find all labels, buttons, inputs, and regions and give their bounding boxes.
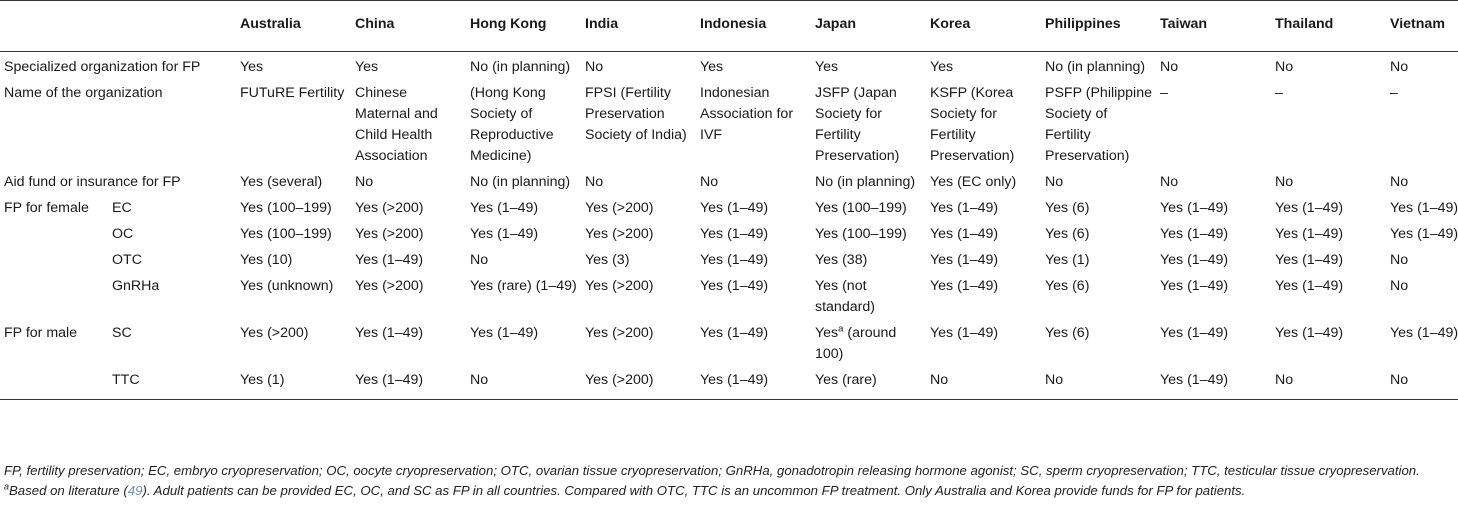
table-cell: No (355, 174, 374, 190)
table-row (0, 245, 1458, 271)
row-label: OTC (112, 252, 142, 268)
table-cell: Yes (1–49) (930, 226, 999, 242)
table-cell: Yes (6) (1045, 325, 1090, 341)
table-cell: No (in planning) (470, 174, 571, 190)
table-cell: Yes (>200) (585, 278, 654, 294)
table-cell: Yes (1–49) (700, 226, 769, 242)
header-country: Philippines (1045, 15, 1121, 32)
group-blank (0, 219, 108, 245)
table-cell: Yes (1–49) (355, 372, 424, 388)
table-cell: Yes (1–49) (1160, 325, 1229, 341)
row-label: GnRHa (112, 278, 160, 294)
header-country: Australia (240, 15, 301, 32)
table-cell: Yes (1–49) (700, 372, 769, 388)
header-country: Korea (930, 15, 971, 32)
table-cell: Chinese Maternal and Child Health Association (355, 85, 438, 164)
table-cell: Yes (1–49) (355, 252, 424, 268)
group-label-male: FP for male (4, 325, 78, 341)
row-label: SC (112, 325, 132, 341)
table-row (0, 365, 1458, 399)
footnote-text: Based on literature ( (9, 483, 128, 498)
table-cell: Yes (1–49) (1390, 325, 1458, 341)
table-cell: Yes (3) (585, 252, 630, 268)
table-cell: Yes (100–199) (240, 226, 332, 242)
table-cell: – (1390, 85, 1398, 101)
header-country: Vietnam (1390, 15, 1445, 32)
header-country: Taiwan (1160, 15, 1208, 32)
table-row (0, 219, 1458, 245)
table-cell: (Hong Kong Society of Reproductive Medicine) (470, 85, 554, 164)
table-cell: Yes (6) (1045, 200, 1090, 216)
table-row (0, 318, 1458, 365)
header-row (0, 1, 1458, 52)
table-cell: No (1390, 372, 1409, 388)
table-cell: FPSI (Fertility Preservation Society of India) (585, 85, 687, 143)
footnote-text: ). Adult patients can be provided EC, OC, and SC as FP in all countries. Compared with OTC, TTC is an uncommon FP treatment. Only Australia and Korea provide funds for FP for patients. (142, 483, 1246, 498)
header-country: India (585, 15, 619, 32)
table-cell: Yes (1–49) (930, 252, 999, 268)
group-blank (0, 271, 108, 318)
row-label: OC (112, 226, 134, 242)
header-blank (0, 1, 236, 52)
table-cell: Yes (>200) (585, 325, 654, 341)
table-cell: Yes (1–49) (1275, 226, 1344, 242)
table-cell: No (585, 174, 604, 190)
table-cell: No (930, 372, 949, 388)
table-cell-japan-sc (811, 318, 926, 365)
table-cell: Yes (1–49) (1160, 278, 1229, 294)
table-cell: Yes (1) (1045, 252, 1090, 268)
table-cell: No (1390, 252, 1409, 268)
table-cell: Yes (1–49) (470, 226, 539, 242)
row-label: Name of the organization (4, 85, 163, 101)
table-cell: No (in planning) (815, 174, 916, 190)
table-cell: Yes (100–199) (240, 200, 332, 216)
table-cell: Yes (1–49) (1275, 278, 1344, 294)
table-cell: No (1390, 174, 1409, 190)
table-cell: Yes (1–49) (1275, 252, 1344, 268)
table-cell: Yes (1–49) (1275, 200, 1344, 216)
header-country: Indonesia (700, 15, 767, 32)
row-label: TTC (112, 372, 140, 388)
table-cell: Yes (1–49) (930, 200, 999, 216)
table-cell: Yes (1–49) (1160, 200, 1229, 216)
group-blank (0, 365, 108, 399)
table-row (0, 193, 1458, 219)
table-cell: Yes (930, 59, 954, 75)
row-label: Aid fund or insurance for FP (4, 174, 181, 190)
table-cell: Yes (1–49) (1160, 252, 1229, 268)
table-cell: KSFP (Korea Society for Fertility Preservation) (930, 85, 1015, 164)
header-country: Hong Kong (470, 15, 547, 32)
table-cell: No (in planning) (1045, 59, 1146, 75)
table-cell: No (1045, 372, 1064, 388)
table-cell: Yes (10) (240, 252, 293, 268)
table-cell: No (in planning) (470, 59, 571, 75)
table-cell: No (585, 59, 604, 75)
table-cell: No (470, 252, 489, 268)
table-cell: Yes (>200) (585, 226, 654, 242)
table-cell: Yes (>200) (240, 325, 309, 341)
row-label: Specialized organization for FP (4, 59, 201, 75)
table-cell: Yes (1–49) (470, 200, 539, 216)
table-cell: PSFP (Philippine Society of Fertility Preservation) (1045, 85, 1152, 164)
table-cell: No (1045, 174, 1064, 190)
table-cell: Yes (6) (1045, 226, 1090, 242)
table-cell: Yes (1–49) (700, 200, 769, 216)
footnote-marker: a (838, 323, 844, 335)
table-cell: No (470, 372, 489, 388)
table-cell: No (1275, 59, 1294, 75)
table-cell: No (1160, 59, 1179, 75)
table-cell: Yes (1–49) (700, 325, 769, 341)
group-label-female: FP for female (4, 200, 89, 216)
table-cell: Yes (1–49) (355, 325, 424, 341)
table-cell: FUTuRE Fertility (240, 85, 345, 101)
table-cell: Yes (EC only) (930, 174, 1017, 190)
header-country: China (355, 15, 395, 32)
table-cell: Yes (700, 59, 724, 75)
table-cell: No (1390, 59, 1409, 75)
table-row (0, 167, 1458, 193)
table-cell: Yes (>200) (355, 200, 424, 216)
table-cell: Yes (240, 59, 264, 75)
table-cell: Yes (100–199) (815, 200, 907, 216)
cell-text: (around 100) (815, 325, 897, 362)
footnote-abbreviations: FP, fertility preservation; EC, embryo cryopreservation; OC, oocyte cryopreservation; OTC, ovarian tissue cryopreservation; GnRHa, gonadotropin releasing hormone agonist; SC, sperm cryopreservation; TTC, testicular tissue cryopreservation. (4, 463, 1420, 478)
table-row (0, 52, 1458, 79)
table-cell: Yes (1–49) (470, 325, 539, 341)
table-cell: Yes (1–49) (930, 325, 999, 341)
table-cell: No (1390, 278, 1409, 294)
table-cell: No (1160, 174, 1179, 190)
reference-link[interactable]: 49 (127, 483, 143, 498)
table-cell: Yes (1–49) (700, 252, 769, 268)
header-country: Thailand (1275, 15, 1334, 32)
table-cell: No (700, 174, 719, 190)
table-cell: Yes (1–49) (930, 278, 999, 294)
table-cell: Yes (rare) (1–49) (470, 278, 577, 294)
footnote-marker: a (4, 481, 10, 492)
table-cell: – (1275, 85, 1283, 101)
table-row (0, 78, 1458, 167)
table-footnote (4, 461, 1452, 501)
table-cell: Indonesian Association for IVF (700, 85, 794, 143)
table-row (0, 271, 1458, 318)
table-cell: Yes (1–49) (1160, 226, 1229, 242)
table-cell: Yes (38) (815, 252, 868, 268)
table-cell: No (1275, 174, 1294, 190)
table-cell: Yes (815, 59, 839, 75)
table-cell: Yes (1–49) (700, 278, 769, 294)
table-cell: Yes (>200) (585, 200, 654, 216)
table-cell: Yes (355, 59, 379, 75)
table-cell: – (1160, 85, 1168, 101)
table-cell: Yes (several) (240, 174, 323, 190)
table-cell: Yes (>200) (355, 226, 424, 242)
table-cell: Yes (6) (1045, 278, 1090, 294)
table-cell: Yes (1) (240, 372, 285, 388)
table-cell: Yes (>200) (585, 372, 654, 388)
table-cell: Yes (1–49) (1390, 226, 1458, 242)
table-cell: Yes (not standard) (815, 278, 875, 315)
table-cell: No (1275, 372, 1294, 388)
table-cell: Yes (1–49) (1160, 372, 1229, 388)
header-country: Japan (815, 15, 857, 32)
table-cell: Yes (rare) (815, 372, 877, 388)
cell-text: Yes (815, 325, 839, 341)
row-label: EC (112, 200, 132, 216)
table-cell: Yes (>200) (355, 278, 424, 294)
table-cell: Yes (100–199) (815, 226, 907, 242)
group-blank (0, 245, 108, 271)
table-cell: Yes (unknown) (240, 278, 334, 294)
table-cell: Yes (1–49) (1275, 325, 1344, 341)
table-cell: Yes (1–49) (1390, 200, 1458, 216)
table-cell: JSFP (Japan Society for Fertility Preservation) (815, 85, 900, 164)
